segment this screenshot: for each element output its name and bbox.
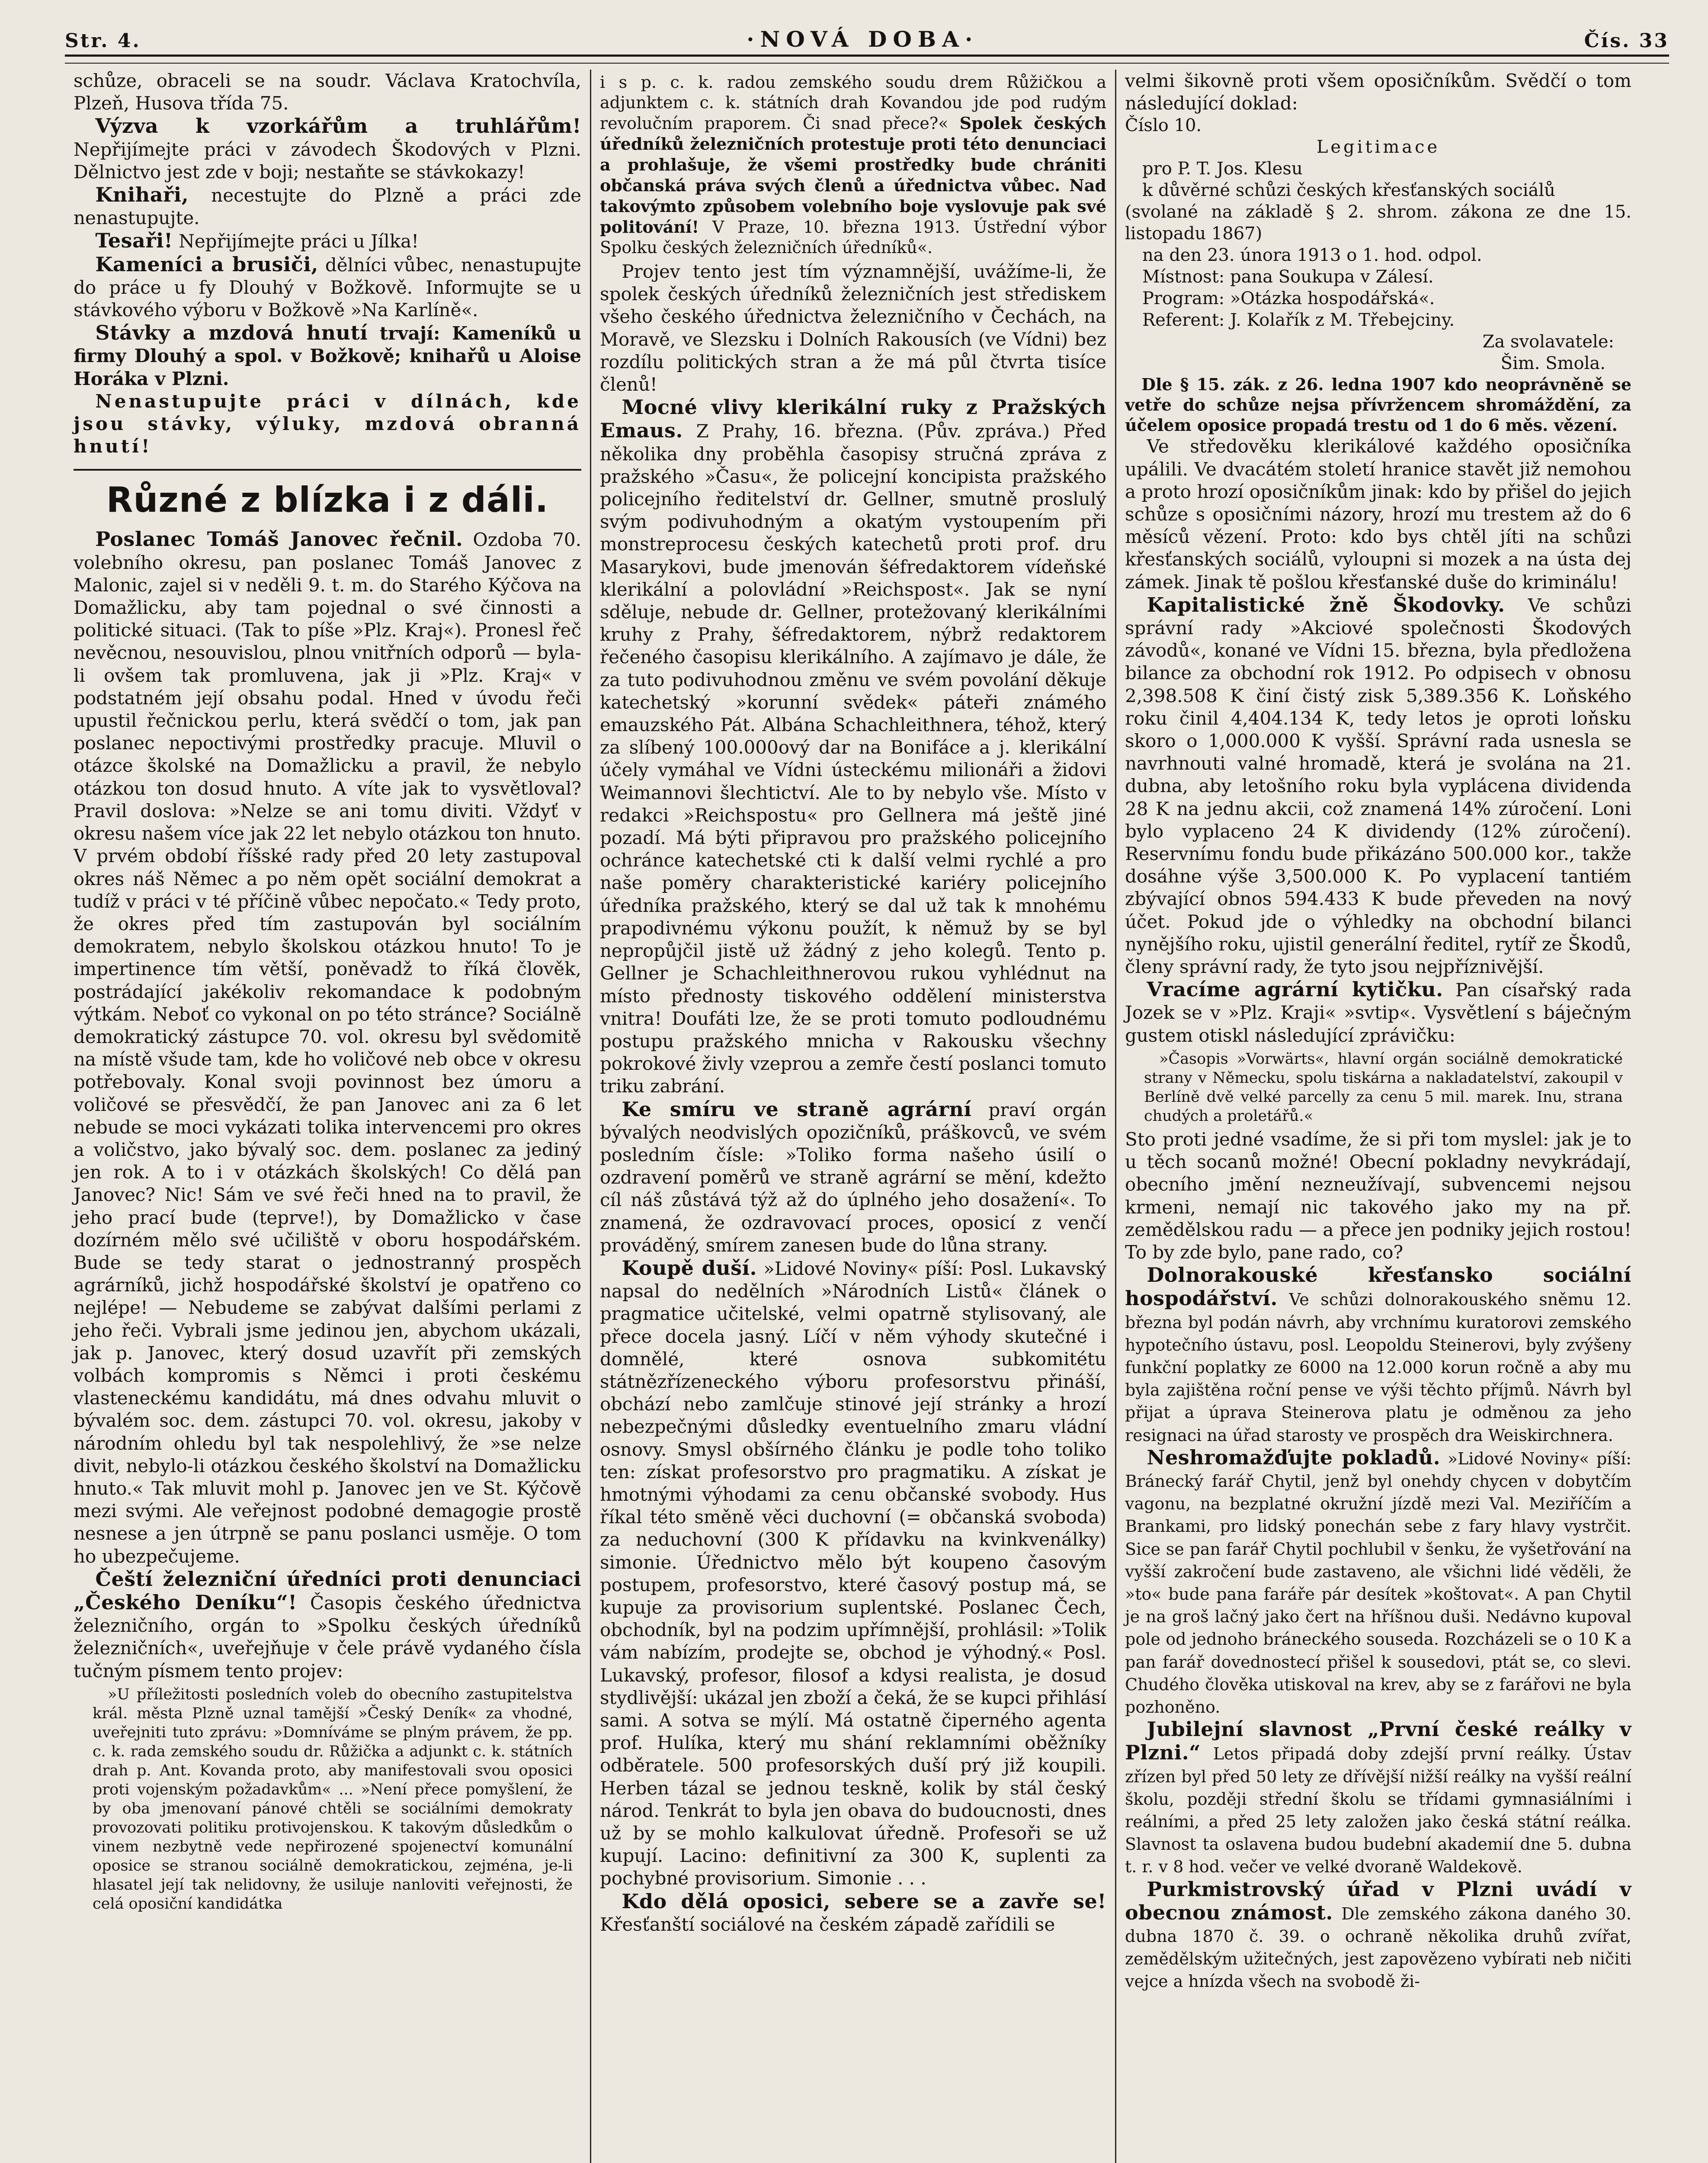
- article-body: Ve schůzi dolnorakouského sněmu 12. března byl podán návrh, aby vrchnímu kuratorovi zemského hypotečního ústavu, posl. Leopoldu Steinerovi, byly zvýšeny funkční poplatky ze 6000 na 12.000 korun ročně a aby mu byla zajištěna roční pense ve výši těchto příjmů. Návrh byl přijat a úprava Steinerova platu je odměnou za jeho resignaci na úřad starosty ve prospěch dra Weiskirchnera.: [1125, 1290, 1631, 1445]
- doc-convened: (svolané na základě § 2. shrom. zákona ze dne 15. listopadu 1867): [1125, 202, 1631, 244]
- article-mocne-vlivy: [600, 396, 1106, 1098]
- quote-text: [600, 72, 1106, 258]
- notice-stavky: [74, 321, 581, 390]
- quoted-statement: [74, 1685, 581, 1913]
- article-text: Ve středověku klerikálové každého oposičníka upálili. Ve dvacátém století hranice stavět již nemohou a proto hrozí oposičníkům jinak: kdo by přišel do jejich schůze s oposičními názory, hrozí mu trestem až do 6 měsíců vězení. Proto: kdo bys chtěl jíti na schůzi křesťanských sociálů, vyloupni si mozek a na ústa dej zámek. Jinak tě pošlou křesťanské duše do kriminálu!: [1125, 436, 1631, 593]
- notice-knihari: [74, 183, 581, 229]
- article-cesti-zeleznicni: [74, 1568, 581, 1682]
- article-heading: Kdo dělá oposici, sebere se a zavře se!: [622, 1889, 1106, 1913]
- doc-warning: Dle § 15. zák. z 26. ledna 1907 kdo neoprávněně se vetře do schůze nejsa přívržencem shromáždění, za účelem oposice propadá trestu od 1 do 6 měs. vězení.: [1125, 375, 1631, 435]
- article-body: Křesťanští sociálové na českém západě zařídili se: [600, 1913, 1055, 1935]
- article-ke-smiru: [600, 1098, 1106, 1257]
- article-text: velmi šikovně proti všem oposičníkům. Svědčí o tom následující doklad:: [1125, 70, 1631, 114]
- doc-program: Program: »Otázka hospodářská«.: [1142, 289, 1435, 309]
- notice-heading: Stávky a mzdová hnutí: [95, 321, 368, 345]
- column-1: [65, 70, 590, 2163]
- notice-tesari: [74, 229, 581, 253]
- article-heading: Koupě duší.: [622, 1256, 757, 1280]
- article-heading: Jubilejní slavnost „První české reálky v Plzni.“: [1125, 1717, 1631, 1765]
- newspaper-title: ·NOVÁ DOBA·: [747, 26, 979, 52]
- article-body: Dle zemského zákona daného 30. dubna 1870 č. 39. o ochraně několika druhů zvířat, zemědělským užitečných, jest zapovězeno vybírati neb ničiti vejce a hnízda všech na svobodě ži-: [1125, 1904, 1631, 1991]
- issue-number: Čís. 33: [1584, 30, 1669, 52]
- article-heading: Neshromažďujte pokladů.: [1147, 1445, 1441, 1469]
- section-rule: [74, 469, 581, 471]
- article-body: Z Prahy, 16. března. (Pův. zpráva.) Před několika dny proběhla časopisy stručná zpráva z pražského »Času«, že policejní koncipista pražského policejního ředitelství dr. Gellner, smutně proslulý svým podivuhodným a okatým vystoupením při monstreprocesu českých katechetů proti prof. dru Masarykovi, bude jmenován šéfredaktorem vídeňské klerikální a polovládní »Reichspost«. Jak se nyní sděluje, nebude dr. Gellner, protežovaný klerikálními kruhy z Prahy, šéfredaktorem, nýbrž redaktorem řečeného časopisu klerikálního. A zajímavo je dále, že za tuto podivuhodnou změnu ve svém povolání děkuje katechetský »korunní svědek« páteři známého emauzského Pát. Albána Schachleithnera, téhož, který za slíbený 100.000ový dar na Bonifáce a j. klerikální účely vymáhal ve Vídni ústeckému milionáři a židovi Weimannovi šlechtictví. Ale to by nebylo vše. Místo v redakci »Reichspostu« pro Gellnera má ještě jiné pozadí. Má býti připravou pro pražského policejního ochránce katechetské cti k další velmi rychlé a pro naše poměry charakteristické kariéry policejního úředníka pražského, který se dal už tak k mnohému prapodivnému výkonu použít, k němuž by se byl nepropůjčil jistě už žádný z jeho kolegů. Tento p. Gellner je Schachleithnerovou rukou vyhlédnut na místo přednosty tiskového oddělení ministerstva vnitra! Doufáti lze, že se proti tomuto podloudnému postupu pražského mnicha v Rakousku všechny pokrokové živly vzeprou a zemře čestí poslanci tomuto triku zabrání.: [600, 420, 1106, 1097]
- article-vracime-kyticku: [1125, 978, 1631, 1047]
- notice-nenastupujte: Nenastupujte práci v dílnách, kde jsou stávky, výluky, mzdová obranná hnutí!: [74, 390, 581, 457]
- quoted-notice: [1125, 1049, 1631, 1126]
- article-heading: Purkmistrovský úřad v Plzni uvádí v obecnou známost.: [1125, 1877, 1631, 1924]
- article-body: praví orgán bývalých neodvislých opozičníků, práškovců, ve svém posledním čísle: »Toliko forma našeho úsilí o ozdravení poměrů ve straně agrární se mění, kdežto cíl náš zůstává týž až do úplného jeho dosažení«. To znamená, že ozdravovací proces, oposicí z venčí prováděný, smírem zanesen bude do lůna strany.: [600, 1099, 1107, 1256]
- article-text: Sto proti jedné vsadíme, že si při tom myslel: jak je to u těch socanů možné! Obecní pokladny nevykrádají, obecního jmění nezneužívají, subvencemi nejsou krmeni, nemají nic takového jako my na př. zemědělskou radu — a přece jen podniky jejich rostou! To by zde bylo, pane rado, co?: [1125, 1128, 1631, 1263]
- quote-bold-part: Spolek českých úředníků železničních protestuje proti této denunciaci a prohlašuje, že všemi prostředky bude chrániti občanská práva svých členů a úřednictva vůbec. Nad takovýmto způsobem volebního boje vyslovuje pak své politování!: [600, 113, 1106, 237]
- article-heading: Poslanec Tomáš Janovec řečnil.: [95, 527, 463, 551]
- article-kapitalisticke-zne: [1125, 594, 1631, 978]
- quote-text: »Časopis »Vorwärts«, hlavní orgán sociálně demokratické strany v Německu, spolu tiskárna a nakladatelství, zakoupil v Berlíně dvě velké parcelly za cenu 5 mil. marek. Inu, strana chudých a proletářů.«: [1144, 1050, 1623, 1125]
- article-heading: Mocné vlivy klerikální ruky z Pražských Emaus.: [600, 395, 1106, 443]
- article-body: Pan císařský rada Jozek se v »Plz. Kraji« »svtip«. Vysvětlení s báječným gustem otiskl následující zprávičku:: [1125, 979, 1631, 1046]
- column-2: [590, 70, 1115, 2163]
- article-body: Ozdoba 70. volebního okresu, pan poslanec Tomáš Janovec z Malonic, zajel si v neděli 9. t. m. do Starého Kýčova na Domažlicku, aby tam pojednal o své činnosti a politické situaci. (Tak to píše »Plz. Kraj«). Pronesl řeč nevěcnou, nesouvislou, plnou vnitřních odporů — byla-li ovšem tak promluvena, jak ji »Plz. Kraj« v podstatném její obsahu podal. Hned v úvodu řeči upustil řečnickou perlu, která svědčí o tom, jak pan poslanec nepoctivými prostředky pracuje. Mluvil o otázce školské na Domažlicku a pravil, že nebylo otázkou ton dosud hnuto. A víte jak to vysvětloval? Pravil doslova: »Nelze se ani tomu diviti. Vždyť v okresu našem více jak 22 let nebylo otázkou ton hnuto. V prvém období říšské rady před 20 lety zastupoval okres náš Němec a po něm opět sociální demokrat a tudíž v práci v té příčině vůbec nepočato.« Tedy proto, že okres před tím zastupován byl sociálním demokratem, nebylo školskou otázkou hnuto! To je impertinence tím větší, poněvadž to říká člověk, postrádající jakékoliv rekomandace k podobným výtkám. Neboť co vykonal on po této stránce? Sociálně demokratický zástupce 70. vol. okresu byl svědomitě na místě všude tam, kde ho voličové neb obce v okresu potřebovaly. Konal svoji povinnost bez úmoru a voličové se přesvědčí, že pan Janovec ani za 6 let nebude se moci vykázati tolika intervencemi pro okres a voličstvo, jako bývalý soc. dem. poslanec za jediný jen rok. A to i v otázkách školských! Co dělá pan Janovec? Nic! Sám ve své řeči hned na to pravil, že jeho prací bude (teprve!), by Domažlicko v čase dozírném mělo své učiliště v oboru hospodářském. Bude se tedy starat o jednostranný prospěch agrárníků, jichž hospodářské školství je opatřeno co nejlépe! — Nebudeme se zabývat dalšími perlami z jeho řeči. Vybrali jsme jedinou jen, abychom ukázali, jak p. Janovec, který dosud uzavřít při zemských volbách kompromis s Němci i proti českému vlasteneckému kandidátu, má dnes odvahu mluvit o bývalém soc. dem. zástupci 70. vol. okresu, jakoby v národním ohledu byl tak nespolehlivý, že »se nelze divit, nebylo-li otázkou českého školství na Domažlicku hnuto.« Tak mluvit mohl p. Janovec jen ve St. Kýčově mezi svými. Ale veřejnost podobné demagogie prostě nesnese a jen útrpně se panu poslanci usměje. O tom ho ubezpečujeme.: [74, 529, 582, 1567]
- notice-heading: Kameníci a brusiči,: [95, 252, 318, 276]
- article-heading: Ke smíru ve straně agrární: [622, 1097, 972, 1121]
- article-heading: Čeští železniční úředníci proti denunciaci „Českého Deníku“!: [74, 1567, 581, 1614]
- article-body: Letos připadá doby zdejší první reálky. Ústav zřízen byl před 50 lety ze dřívější nižší reálky na vyšší reální školu, později střední školu se třídami gymnasiálními i reálními, a před 25 lety založen jako česká státní reálka. Slavnost ta oslavena budou budební akademií dne 5. dubna t. r. v 8 hod. večer ve velké dvoraně Waldekově.: [1125, 1744, 1631, 1877]
- article-kdo-dela-oposici: [600, 1890, 1106, 1936]
- notice-kamenici: [74, 253, 581, 322]
- doc-referent: Referent: J. Kolařík z M. Třebejciny.: [1142, 310, 1455, 331]
- doc-meeting: k důvěrné schůzi českých křesťanských sociálů: [1142, 180, 1555, 201]
- article-dolnorakouske: [1125, 1264, 1631, 1446]
- notice-vzorkari: [74, 115, 581, 183]
- doc-for: pro P. T. Jos. Klesu: [1142, 159, 1303, 179]
- section-title: Různé z blízka i z dáli.: [106, 480, 549, 520]
- notice-text: Nepřijímejte práci u Jílka!: [173, 231, 419, 252]
- notice-heading: Knihaři,: [95, 183, 189, 207]
- doc-title: Legitimace: [1316, 137, 1440, 157]
- article-heading: Kapitalistické žně Škodovky.: [1147, 593, 1505, 616]
- article-koupe-dusi: [600, 1257, 1106, 1890]
- masthead: [65, 17, 1669, 52]
- columns: [65, 70, 1669, 2163]
- notice-text: dělníci vůbec, nenastupujte do práce u fy Dlouhý v Božkově. Informujte se u stávkového výboru v Božkově »Na Karlíně«.: [74, 254, 581, 321]
- masthead-rule: [65, 55, 1669, 64]
- doc-number: Číslo 10.: [1125, 116, 1202, 136]
- article-heading: Vracíme agrární kytičku.: [1147, 978, 1443, 1001]
- quote-text-part: i s p. c. k. radou zemského soudu drem Růžičkou a adjunktem c. k. státních drah Kovandou jde pod rudým revolučním praporem. Či snad přece?«: [600, 73, 1106, 133]
- article-text: schůze, obraceli se na soudr. Václava Kratochvíla, Plzeň, Husova třída 75.: [74, 70, 581, 114]
- article-jubilejni-slavnost: [1125, 1718, 1631, 1877]
- doc-place: Místnost: pana Soukupa v Zálesí.: [1142, 267, 1434, 287]
- notice-heading: Tesaři!: [95, 229, 173, 253]
- article-text: Projev tento jest tím významnější, uvážíme-li, že spolek českých úředníků železničních jest střediskem všeho českého úřednictva železničního v Čechách, na Moravě, ve Slezsku i Dolních Rakousích (ve Vídni) bez rozdílu politických stran a že má půl čtvrta tisíce členů!: [600, 261, 1106, 395]
- quote-tail: V Praze, 10. března 1913. Ústřední výbor Spolku českých železničních úředníků«.: [600, 218, 1106, 257]
- page-number: Str. 4.: [65, 30, 141, 52]
- article-body: »Lidové Noviny« píší: Posl. Lukavský napsal do nedělních »Národních Listů« článek o pragmatice učitelské, velmi opatrně stylisovaný, ale přece docela jasný. Líčí v něm výhody skutečné i domnělé, které osnova subkomitétu státnězřízeneckého výboru profesorstvu přináší, obchází nebo zamlčuje stinové její stránky a hrozí nebezpečnými důsledky eventuelního zmaru vládní osnovy. Smysl obšírného článku je podle toho toliko ten: získat profesorstvo pro pragmatiku. A získat je hmotnými výhodami za cenu občanské svobody. Hus říkal této směně věci duchovní (= občanská svoboda) za neduchovní (300 K přídavku na kvinkvenálky) simonie. Úřednictvo mělo být koupeno časovým postupem, profesorstvo, které časový postup má, se kupuje za provisorium suplentské. Poslanec Čech, obchodník, byl na podzim upřímnější, prohlásil: »Tolik vám nabízím, prodejte se, obchod je výhodný.« Posl. Lukavský, profesor, filosof a kdysi realista, je dosud stydlivější: ukázal jen zboží a čeká, že se kupci přihlásí sami. A sotva se mýlí. Má ostatně čiperného agenta prof. Hulíka, který mu shání reklamními oběžníky odběratele. 500 profesorských duší prý již koupili. Herben tázal se jednou teskně, kolik by stál český národ. Tenkrát to byla jen obava do budoucnosti, dnes už by se mohlo kalkulovat úředně. Profesoři se už kupují. Lacino: definitivní za 300 K, suplenti za pochybné provisorium. Simonie . . .: [600, 1258, 1106, 1889]
- article-body: Časopis českého úřednictva železničního, orgán to »Spolku českých úředníků železničních«, uveřejňuje v čele právě vydaného čísla tučným písmem tento projev:: [74, 1592, 582, 1682]
- article-purkmistrovsky-urad: [1125, 1878, 1631, 1993]
- doc-date: na den 23. února 1913 o 1. hod. odpol.: [1142, 245, 1482, 266]
- notice-text: Nepřijímejte práci v závodech Škodových v Plzni. Dělnictvo jest zde v boji; nestaňte se stávkokazy!: [74, 138, 581, 183]
- notice-text: trvají: Kameníků u firmy Dlouhý a spol. v Božkově; knihařů u Aloise Horáka v Plzni.: [74, 323, 582, 389]
- article-janovec: [74, 528, 581, 1567]
- article-heading: Dolnorakouské křesťansko sociální hospodářství.: [1125, 1263, 1631, 1310]
- legitimace-document: [1125, 115, 1631, 435]
- article-body: Ve schůzi správní rady »Akciové společnosti Škodových závodů«, konané ve Vídni 15. března, byla předložena bilance za obchodní rok 1912. Po odpisech v obnosu 2,398.508 K činí čistý zisk 5,389.356 K. Loňského roku činil 4,404.134 K, tedy letos je oproti loňsku skoro o 1,000.000 K vyšší. Správní rada usnesla se navrhnouti valné hromadě, která je svolána na 21. dubna, aby letošního roku byla vyplácena dividenda 28 K na jednu akcii, což znamená 14% zúročení. Loni bylo vyplaceno 24 K dividendy (12% zúročení). Reservnímu fondu bude přikázáno 500.000 kor., takže dosáhne výše 3,500.000 K. Po vyplacení tantiém zbývající obnos 594.433 K bude převeden na nový účet. Pokud jde o výhledky na obchodní bilanci nynějšího roku, ujistil generální ředitel, rytíř ze Škodů, členy správní rady, že tyto jsou nejpříznivější.: [1125, 594, 1631, 978]
- quoted-statement-continued: [600, 72, 1106, 258]
- doc-signature: Šim. Smola.: [1500, 353, 1605, 374]
- quote-text: »U příležitosti posledních voleb do obecního zastupitelstva král. města Plzně uznal tamější »Český Deník« za vhodné, uveřejniti tuto zprávu: »Domníváme se plným právem, že pp. c. k. rada zemského soudu dr. Růžička a adjunkt c. k. státních drah p. Ant. Kovanda proto, aby manifestovali svou oposici proti vojenským požadavkům« ... »Není přece pomyšlení, že by oba jmenovaní pánové chtěli se sociálními demokraty provozovati politiku protivojenskou. K takovým důsledkům o vinem nezbytně vede nepřirozené spojenectví komunální oposice se stranou sociálně demokratickou, zejména, je-li hlasatel její tak nelidovny, že usiluje nanloviti veřejnosti, že celá oposiční kandidátka: [93, 1685, 573, 1913]
- notice-text: necestujte do Plzně a práci zde nenastupujte.: [74, 185, 581, 229]
- doc-signature-label: Za svolavatele:: [1482, 332, 1614, 352]
- article-body: »Lidové Noviny« píší: Bránecký farář Chytil, jenž byl onehdy chycen v dobytčím vagonu, na bezplatné okružní jízdě mezi Val. Meziříčím a Brankami, pro lidský ponechán sebe z fary hlavy vystrčit. Sice se pan farář Chytil pochlubil v šenku, že vyšetřování na vyšší zakročení bude zastaveno, ale všichni lidé věděli, že »to« bude pana faráře pár desítek »koštovat«. A pan Chytil je na groš lačný jako čert na hříšnou duši. Nedávno kupoval pole od jednoho bráneckého souseda. Rozcházeli se o 10 K a pan farář dovednostecí přišel k sousedovi, ptát se, co slevi. Chudého člověka utiskoval na krev, aby se z farářovi ne byla pozhoněno.: [1125, 1449, 1631, 1717]
- article-neshromazdujte: [1125, 1446, 1631, 1718]
- column-3: [1115, 70, 1640, 2163]
- notice-heading: Výzva k vzorkářům a truhlářům!: [95, 114, 581, 138]
